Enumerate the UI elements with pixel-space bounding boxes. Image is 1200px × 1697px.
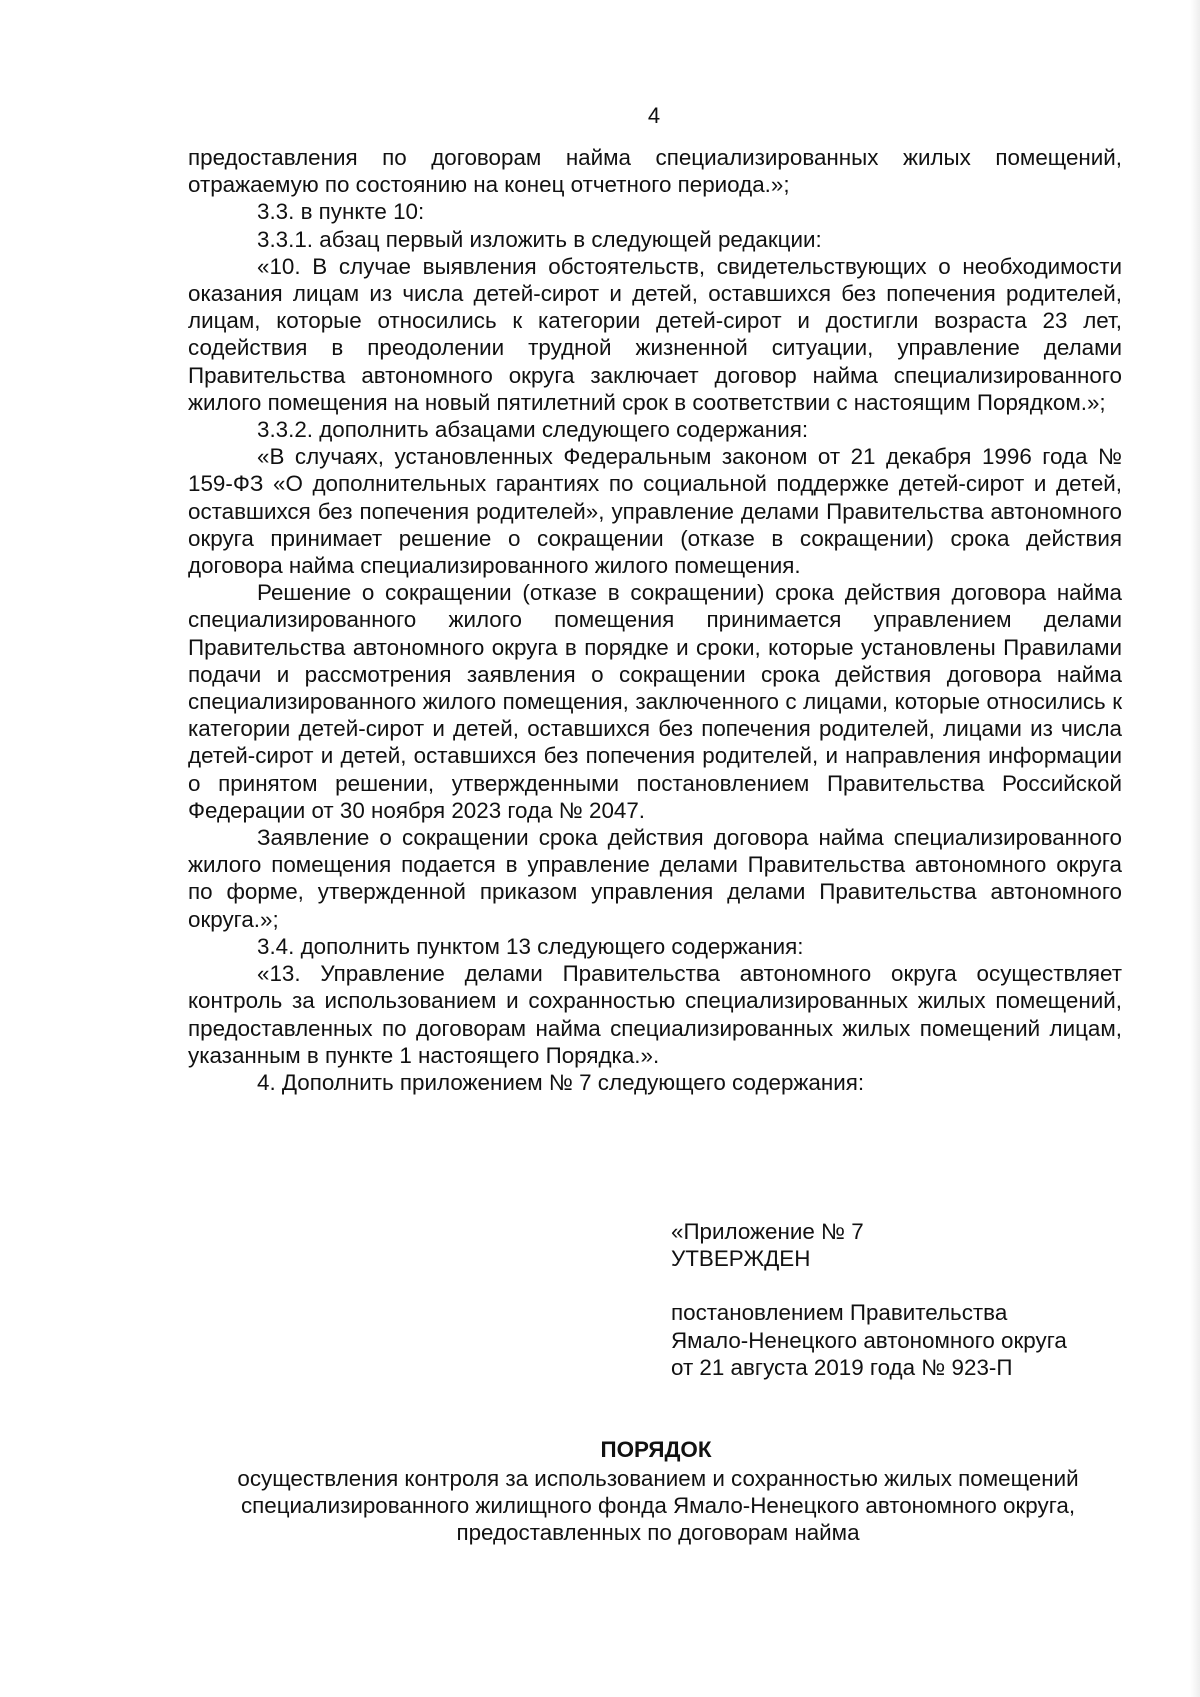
appendix-label: «Приложение № 7 [671,1219,864,1244]
approval-line-3: от 21 августа 2019 года № 923-П [671,1354,1013,1380]
paragraph-point-13: «13. Управление делами Правительства автономного округа осуществляет контроль за использованием и сохранностью специализированных жилых помещений, предоставленных по договорам найма специализированных жилых помещений лицам, указанным в пункте 1 настоящего Порядка.». [188,961,1122,1068]
paragraph-decision: Решение о сокращении (отказе в сокращении) срока действия договора найма специализированного жилого помещения принимается управлением делами Правительства автономного округа в порядке и сроки, которые установлены Правилами подачи и рассмотрения заявления о сокращении срока действия договора найма специализированного жилого помещения, заключенного с лицами, которые относились к категории детей-сирот и детей, оставшихся без попечения родителей, лицами из числа детей-сирот и детей, оставшихся без попечения родителей, и направления информации о принятом решении, утвержденными постановлением Правительства Российской Федерации от 30 ноября 2023 года № 2047. [188,580,1122,823]
paragraph-continuation: предоставления по договорам найма специализированных жилых помещений, отражаемую по состоянию на конец отчетного периода.»; [188,145,1122,198]
paragraph-item-3-3: 3.3. в пункте 10: [257,199,425,225]
approval-line-2: Ямало-Ненецкого автономного округа [671,1327,1067,1353]
approval-spacer [671,1272,1131,1299]
paragraph-federal-law: «В случаях, установленных Федеральным законом от 21 декабря 1996 года № 159-ФЗ «О дополнительных гарантиях по социальной поддержке детей-сирот и детей, оставшихся без попечения родителей», управление делами Правительства автономного округа принимает решение о сокращении (отказе в сокращении) срока действия договора найма специализированного жилого помещения. [188,444,1122,579]
paragraph-item-3-3-2: 3.3.2. дополнить абзацами следующего содержания: [257,417,809,443]
paragraph-item-4: 4. Дополнить приложением № 7 следующего содержания: [257,1069,865,1095]
paragraph-application: Заявление о сокращении срока действия договора найма специализированного жилого помещения подается в управление делами Правительства автономного округа по форме, утвержденной приказом управления делами Правительства автономного округа.»; [188,825,1122,932]
body-text [188,144,1122,1096]
approval-line-1: постановлением Правительства [671,1300,1008,1326]
document-subtitle: осуществления контроля за использованием и сохранностью жилых помещений специализированного жилищного фонда Ямало-Ненецкого автономного округа, предоставленных по договорам найма [237,1466,1079,1545]
paragraph-point-10: «10. В случае выявления обстоятельств, свидетельствующих о необходимости оказания лицам из числа детей-сирот и детей, оставшихся без попечения родителей, лицам, которые относились к категории детей-сирот и достигли возраста 23 лет, содействия в преодолении трудной жизненной ситуации, управление делами Правительства автономного округа заключает договор найма специализированного жилого помещения на новый пятилетний срок в соответствии с настоящим Порядком.»; [188,253,1122,415]
page-number: 4 [647,103,661,128]
scan-edge-shadow [1190,0,1200,1697]
paragraph-item-3-4: 3.4. дополнить пунктом 13 следующего содержания: [257,933,804,959]
approval-block [671,1218,1131,1381]
approved-label: УТВЕРЖДЕН [671,1246,811,1272]
document-title: ПОРЯДОК [600,1437,712,1462]
paragraph-item-3-3-1: 3.3.1. абзац первый изложить в следующей редакции: [257,226,822,252]
